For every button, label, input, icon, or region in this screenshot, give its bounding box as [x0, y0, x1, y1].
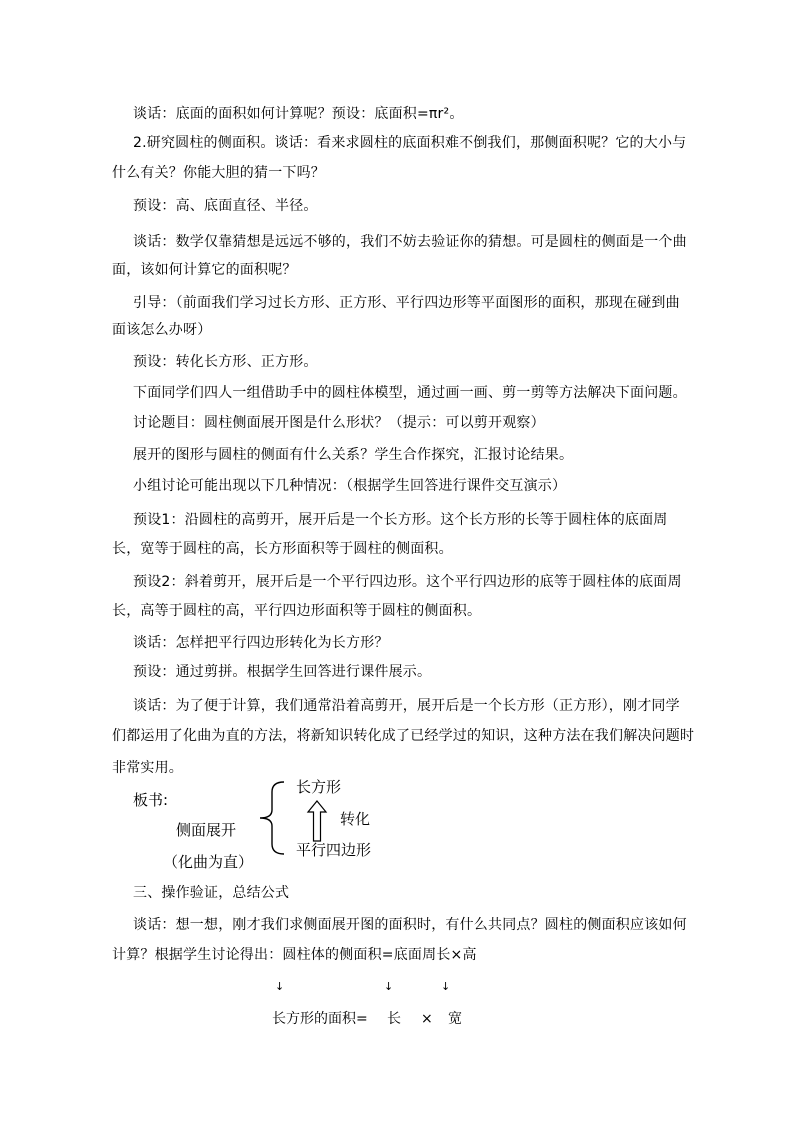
text-line: 讨论题目：圆柱侧面展开图是什么形状？（提示：可以剪开观察） — [133, 415, 545, 431]
text-line: 展开的图形与圆柱的侧面有什么关系？学生合作探究，汇报讨论结果。 — [133, 447, 574, 463]
board-label: 板书: — [133, 791, 169, 809]
formula-label: 长方形的面积= — [272, 1011, 368, 1027]
board-left-sub: （化曲为直） — [163, 853, 254, 871]
text-line: 引导：（前面我们学习过长方形、正方形、平行四边形等平面图形的面积，那现在碰到曲 — [133, 295, 680, 311]
formula-length: 长 — [387, 1011, 401, 1027]
text-line: 下面同学们四人一组借助手中的圆柱体模型，通过画一画、剪一剪等方法解决下面问题。 — [133, 385, 687, 401]
text-line: 谈话：为了便于计算，我们通常沿着高剪开，展开后是一个长方形（正方形），刚才同学 — [133, 698, 680, 714]
formula-width: 宽 — [448, 1011, 462, 1027]
text-line: 长，高等于圆柱的高，平行四边形面积等于圆柱的侧面积。 — [112, 603, 482, 619]
formula-times: × — [421, 1011, 433, 1027]
text-line: 面该怎么办呀） — [112, 322, 212, 338]
text-line: 预设：高、底面直径、半径。 — [133, 198, 318, 214]
down-arrow-icon: ↓ — [275, 980, 285, 993]
text-line: 小组讨论可能出现以下几种情况：（根据学生回答进行课件交互演示） — [133, 478, 567, 494]
section-heading: 三、操作验证，总结公式 — [133, 885, 290, 901]
down-arrow-icon: ↓ — [441, 980, 451, 993]
text-line: 预设1：沿圆柱的高剪开，展开后是一个长方形。这个长方形的长等于圆柱体的底面周 — [133, 512, 668, 528]
down-arrow-icon: ↓ — [384, 980, 394, 993]
text-line: 预设：转化长方形、正方形。 — [133, 354, 318, 370]
hollow-up-arrow-icon — [306, 800, 328, 842]
text-line: 谈话：想一想，刚才我们求侧面展开图的面积时，有什么共同点？圆柱的侧面积应该如何 — [133, 917, 687, 933]
text-line: 们都运用了化曲为直的方法，将新知识转化成了已经学过的知识，这种方法在我们解决问题时 — [112, 728, 695, 744]
text-line: 什么有关？你能大胆的猜一下吗？ — [112, 165, 325, 181]
board-brace-icon — [256, 780, 286, 856]
board-top-shape: 长方形 — [296, 778, 342, 796]
text-line: 谈话：怎样把平行四边形转化为长方形？ — [133, 635, 389, 651]
board-convert: 转化 — [340, 810, 371, 828]
text-line: 非常实用。 — [112, 760, 183, 776]
text-line: 预设2：斜着剪开，展开后是一个平行四边形。这个平行四边形的底等于圆柱体的底面周 — [133, 574, 682, 590]
text-line: 谈话：数学仅靠猜想是远远不够的，我们不妨去验证你的猜想。可是圆柱的侧面是一个曲 — [133, 234, 687, 250]
board-left-text: 侧面展开 — [176, 821, 237, 839]
text-line: 面，该如何计算它的面积呢？ — [112, 262, 297, 278]
text-line: 谈话：底面的面积如何计算呢？预设：底面积=πr²。 — [133, 106, 464, 122]
text-line: 计算？根据学生讨论得出：圆柱体的侧面积=底面周长×高 — [112, 947, 477, 963]
text-line: 长，宽等于圆柱的高，长方形面积等于圆柱的侧面积。 — [112, 541, 453, 557]
text-line: 2.研究圆柱的侧面积。谈话：看来求圆柱的底面积难不倒我们，那侧面积呢？它的大小与 — [133, 135, 687, 151]
board-bottom-shape: 平行四边形 — [296, 841, 372, 859]
text-line: 预设：通过剪拼。根据学生回答进行课件展示。 — [133, 664, 432, 680]
